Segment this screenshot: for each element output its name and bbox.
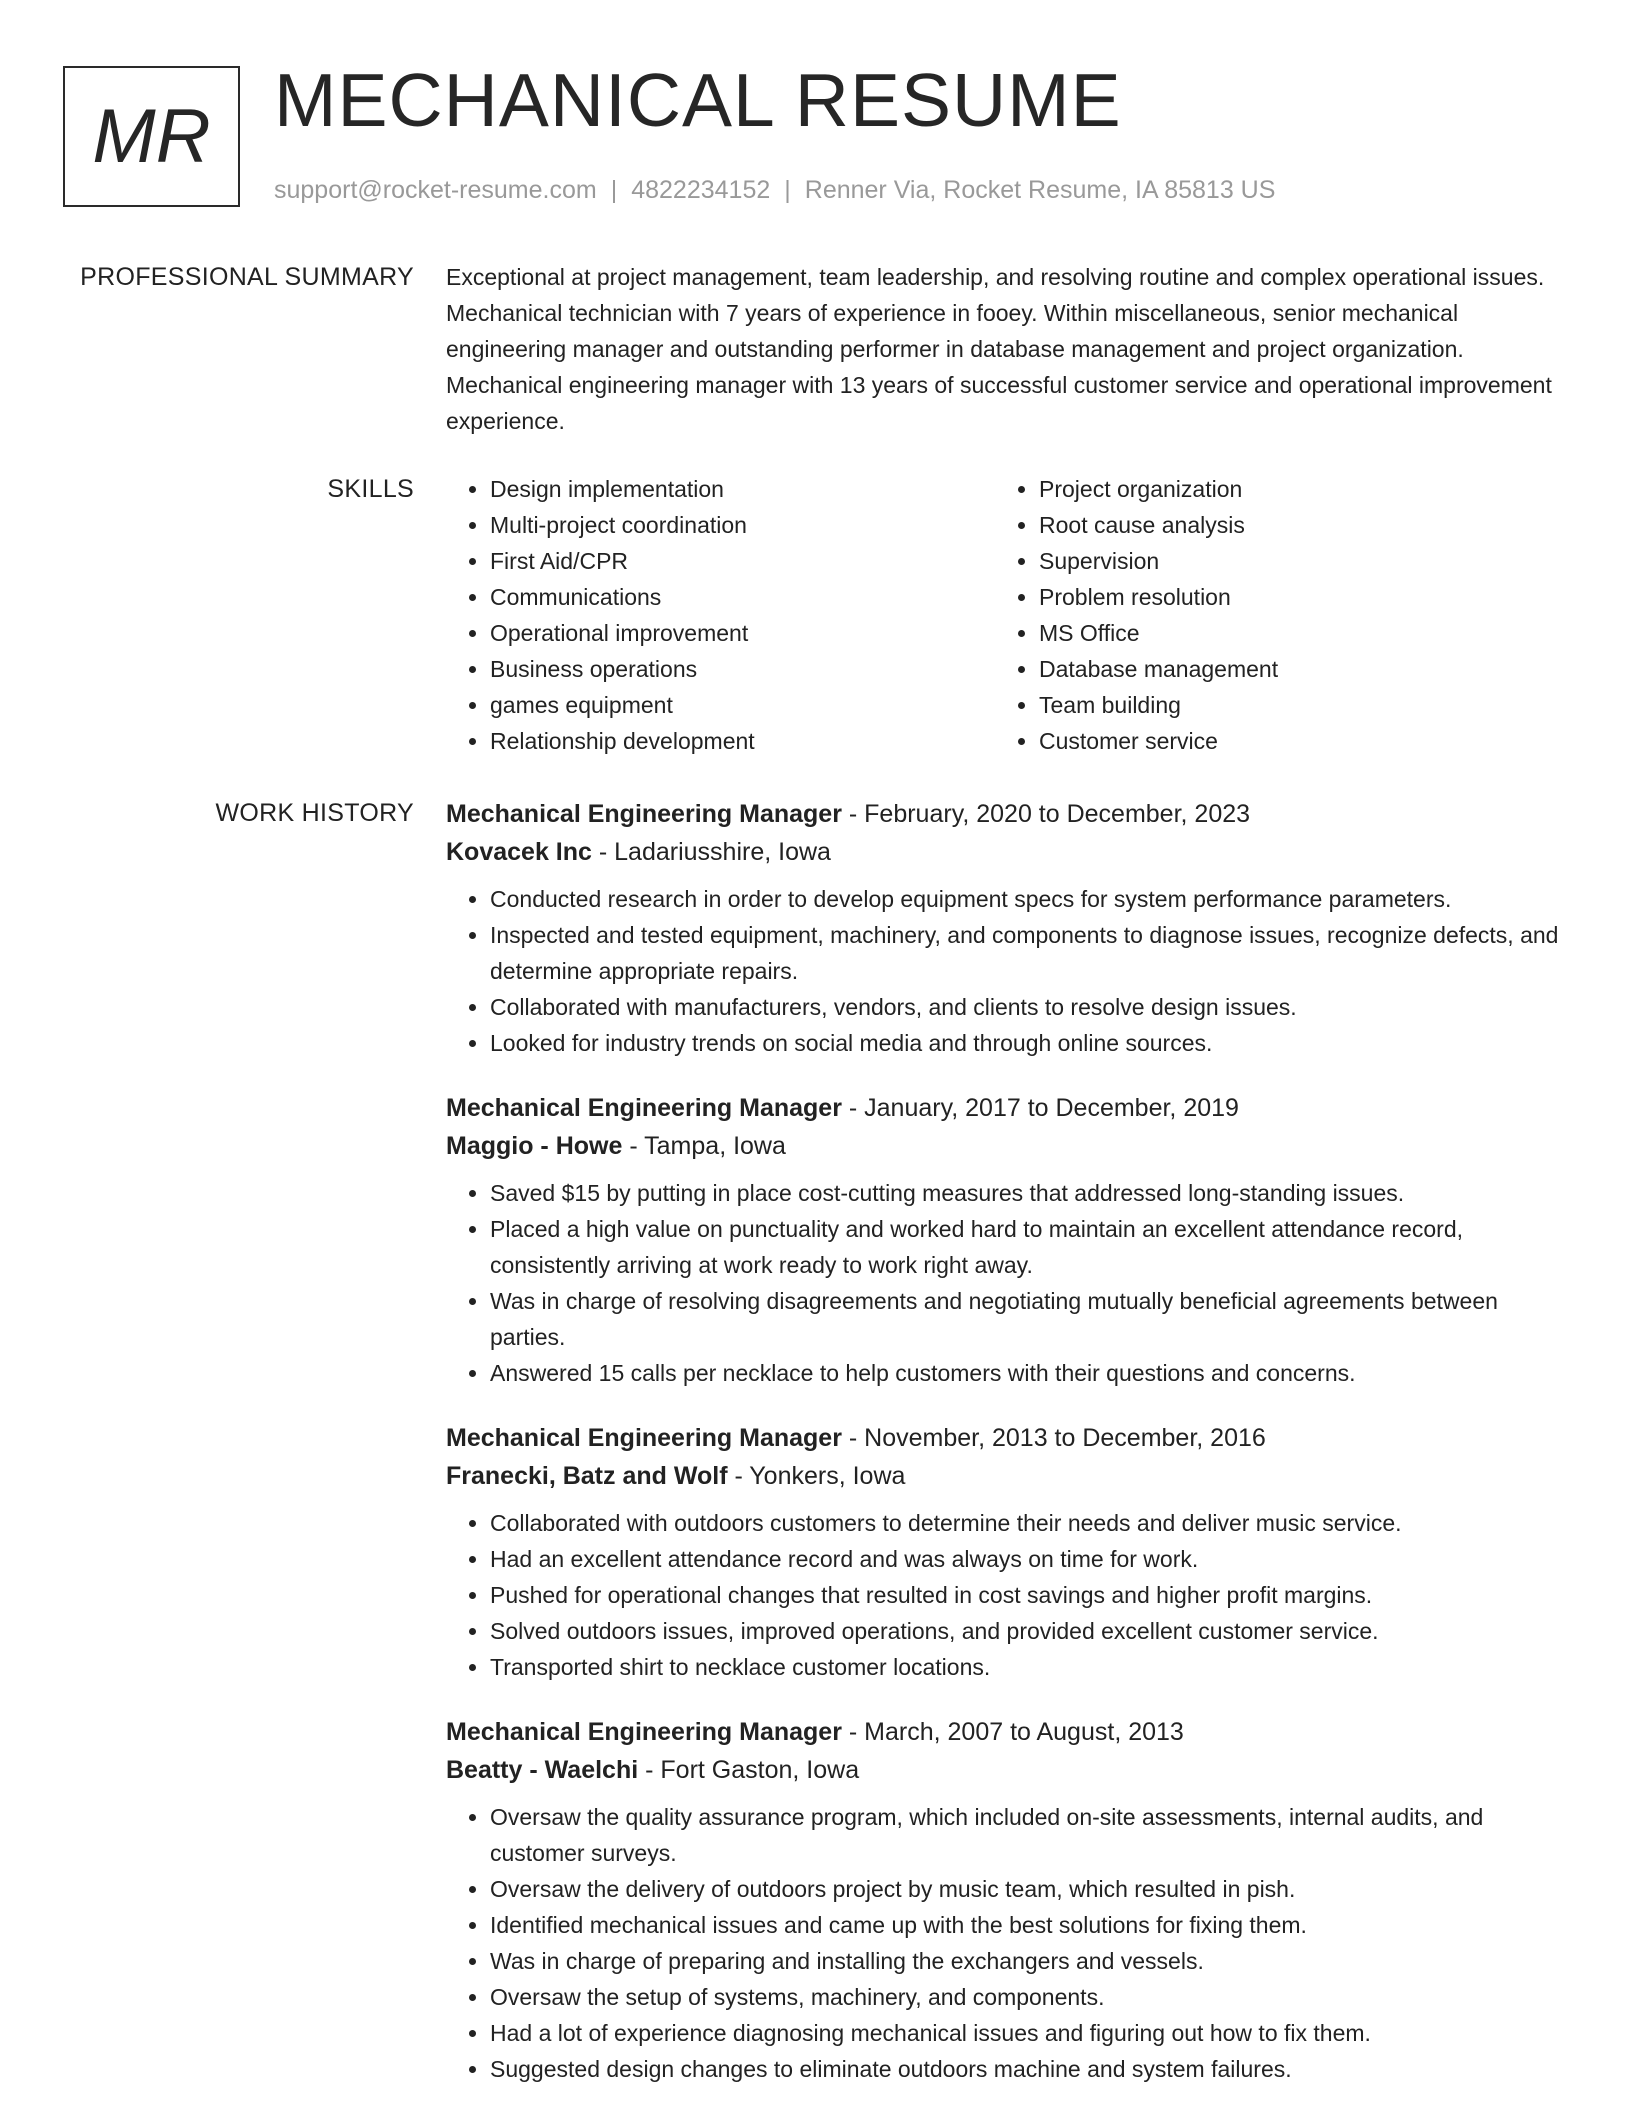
job-bullets: [446, 1505, 1566, 1685]
job-dates: February, 2020 to December, 2023: [864, 800, 1251, 828]
job-role: Mechanical Engineering Manager: [446, 1424, 842, 1452]
job-bullet: • Conducted research in order to develop equipment specs for system performance parameters.: [490, 881, 1566, 917]
job-location: Tampa, Iowa: [644, 1132, 786, 1160]
job-title-line: Mechanical Engineering Manager - November, 2013 to December, 2016: [446, 1424, 1266, 1452]
section-title: SKILLS: [327, 475, 414, 503]
skill-item: • Operational improvement: [490, 615, 995, 651]
job-bullets: [446, 881, 1566, 1061]
job-bullet: • Saved $15 by putting in place cost-cutting measures that addressed long-standing issues.: [490, 1175, 1566, 1211]
skill-item: • Design implementation: [490, 471, 995, 507]
job-bullets: [446, 1175, 1566, 1391]
job-role: Mechanical Engineering Manager: [446, 1094, 842, 1122]
skills-list-right: [995, 471, 1544, 759]
job-dates: January, 2017 to December, 2019: [864, 1094, 1239, 1122]
job-entry: [446, 795, 1566, 1061]
job-bullet: • Suggested design changes to eliminate outdoors machine and system failures.: [490, 2051, 1566, 2087]
skill-item: • Relationship development: [490, 723, 995, 759]
skill-item: • Supervision: [1039, 543, 1544, 579]
skills-list-left: [446, 471, 995, 759]
skill-item: • First Aid/CPR: [490, 543, 995, 579]
job-dates: November, 2013 to December, 2016: [864, 1424, 1266, 1452]
job-bullet: • Transported shirt to necklace customer locations.: [490, 1649, 1566, 1685]
skill-item: • Database management: [1039, 651, 1544, 687]
job-bullet: • Was in charge of preparing and installing the exchangers and vessels.: [490, 1943, 1566, 1979]
job-bullet: • Had a lot of experience diagnosing mechanical issues and figuring out how to fix them.: [490, 2015, 1566, 2051]
job-company: Franecki, Batz and Wolf: [446, 1462, 728, 1490]
job-bullet: • Was in charge of resolving disagreements and negotiating mutually beneficial agreements between parties.: [490, 1283, 1566, 1355]
job-title-line: Mechanical Engineering Manager - February, 2020 to December, 2023: [446, 800, 1251, 828]
job-bullet: • Pushed for operational changes that resulted in cost savings and higher profit margins.: [490, 1577, 1566, 1613]
contact-separator: |: [610, 176, 618, 204]
job-bullets: [446, 1799, 1566, 2087]
monogram-badge: [63, 66, 240, 207]
job-entry: [446, 1713, 1566, 2087]
job-bullet: • Placed a high value on punctuality and worked hard to maintain an excellent attendance record, consistently arriving at work ready to work right away.: [490, 1211, 1566, 1283]
job-company: Kovacek Inc: [446, 838, 592, 866]
section-title: WORK HISTORY: [215, 799, 414, 827]
contact-email: support@rocket-resume.com: [274, 176, 597, 204]
job-bullet: • Solved outdoors issues, improved operations, and provided excellent customer service.: [490, 1613, 1566, 1649]
job-dates: March, 2007 to August, 2013: [864, 1718, 1184, 1746]
section-title: PROFESSIONAL SUMMARY: [80, 263, 414, 291]
job-title-line: Mechanical Engineering Manager - March, 2007 to August, 2013: [446, 1718, 1184, 1746]
job-bullet: • Collaborated with outdoors customers to determine their needs and deliver music service.: [490, 1505, 1566, 1541]
job-company-line: Kovacek Inc - Ladariusshire, Iowa: [446, 838, 831, 866]
job-bullet: • Had an excellent attendance record and was always on time for work.: [490, 1541, 1566, 1577]
skill-item: • MS Office: [1039, 615, 1544, 651]
job-company: Maggio - Howe: [446, 1132, 623, 1160]
skill-item: • Root cause analysis: [1039, 507, 1544, 543]
job-role: Mechanical Engineering Manager: [446, 1718, 842, 1746]
job-location: Ladariusshire, Iowa: [614, 838, 831, 866]
skill-item: • Problem resolution: [1039, 579, 1544, 615]
job-company-line: Franecki, Batz and Wolf - Yonkers, Iowa: [446, 1462, 906, 1490]
job-bullet: • Answered 15 calls per necklace to help customers with their questions and concerns.: [490, 1355, 1566, 1391]
resume-name: MECHANICAL RESUME: [274, 58, 1122, 142]
contact-address: Renner Via, Rocket Resume, IA 85813 US: [804, 176, 1276, 204]
job-bullet: • Collaborated with manufacturers, vendors, and clients to resolve design issues.: [490, 989, 1566, 1025]
job-company-line: Maggio - Howe - Tampa, Iowa: [446, 1132, 786, 1160]
summary-text: Exceptional at project management, team leadership, and resolving routine and complex operational issues. Mechanical technician with 7 years of experience in fooey. Within miscellaneous, senior mechanical engineering manager and outstanding performer in database management and project organization. Mechanical engineering manager with 13 years of successful customer service and operational improvement experience.: [446, 264, 1552, 434]
contact-phone: 4822234152: [631, 176, 771, 204]
job-company: Beatty - Waelchi: [446, 1756, 639, 1784]
job-bullet: • Oversaw the quality assurance program, which included on-site assessments, internal audits, and customer surveys.: [490, 1799, 1566, 1871]
job-bullet: • Identified mechanical issues and came up with the best solutions for fixing them.: [490, 1907, 1566, 1943]
job-bullet: • Looked for industry trends on social media and through online sources.: [490, 1025, 1566, 1061]
skill-item: • Project organization: [1039, 471, 1544, 507]
monogram-text: MR: [92, 94, 211, 179]
job-company-line: Beatty - Waelchi - Fort Gaston, Iowa: [446, 1756, 860, 1784]
job-bullet: • Oversaw the setup of systems, machinery, and components.: [490, 1979, 1566, 2015]
skill-item: • Communications: [490, 579, 995, 615]
job-entry: [446, 1089, 1566, 1391]
job-location: Fort Gaston, Iowa: [660, 1756, 860, 1784]
job-bullet: • Inspected and tested equipment, machinery, and components to diagnose issues, recognize defects, and determine appropriate repairs.: [490, 917, 1566, 989]
job-entry: [446, 1419, 1566, 1685]
job-role: Mechanical Engineering Manager: [446, 800, 842, 828]
skill-item: • Multi-project coordination: [490, 507, 995, 543]
skill-item: • games equipment: [490, 687, 995, 723]
contact-separator: |: [784, 176, 791, 204]
skill-item: • Business operations: [490, 651, 995, 687]
job-title-line: Mechanical Engineering Manager - January, 2017 to December, 2019: [446, 1094, 1239, 1122]
job-location: Yonkers, Iowa: [749, 1462, 906, 1490]
skill-item: • Customer service: [1039, 723, 1544, 759]
contact-line: [274, 174, 1275, 206]
job-bullet: • Oversaw the delivery of outdoors project by music team, which resulted in pish.: [490, 1871, 1566, 1907]
skill-item: • Team building: [1039, 687, 1544, 723]
